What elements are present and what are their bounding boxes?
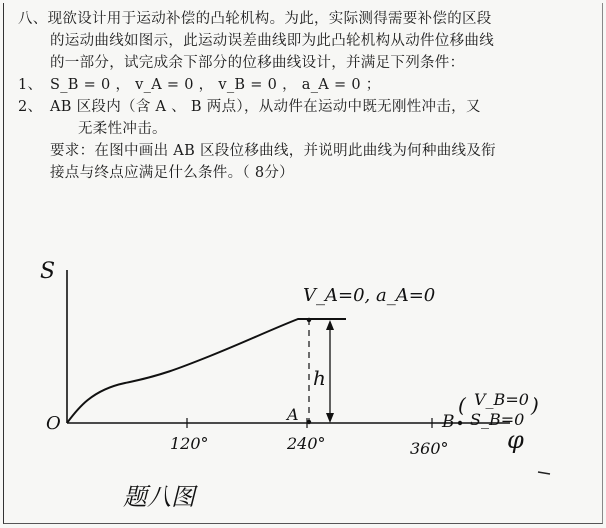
stray-mark [538, 472, 550, 474]
condition-2-text: AB 区段内（含 A 、 B 两点），从动件在运动中既无刚性冲击，又 [50, 99, 481, 115]
requirement-line-1: 要求：在图中画出 AB 区段位移曲线，并说明此曲线为何种曲线及衔 [50, 143, 496, 159]
problem-text [18, 8, 588, 184]
point-b-dot [458, 421, 462, 425]
problem-line-1 [18, 8, 588, 30]
condition-2-number: 2、 [18, 99, 43, 115]
requirement-line-2: 接点与终点应满足什么条件。（ 8分） [50, 165, 294, 181]
condition-2 [18, 96, 588, 118]
y-axis-label: S [40, 259, 56, 284]
annotation-b-line2: S_B=0 [470, 410, 525, 429]
origin-label: O [46, 413, 61, 434]
annotation-b-line1: V_B=0 [474, 390, 529, 409]
height-arrow-top-head [326, 320, 334, 330]
height-arrow-bottom-head [326, 413, 334, 423]
condition-1-number: 1、 [18, 77, 43, 93]
condition-2-continuation: 无柔性冲击。 [78, 121, 167, 137]
height-label: h [313, 366, 326, 390]
problem-line-3: 的一部分，试完成余下部分的位移曲线设计，并满足下列条件： [50, 55, 465, 71]
point-a-label: A [287, 405, 299, 424]
displacement-figure [0, 240, 606, 528]
condition-1-text: S_B = 0 ， v_A = 0 ， v_B = 0 ， a_A = 0 ； [50, 77, 381, 93]
figure-caption: 题八图 [123, 483, 195, 511]
problem-line-2: 的运动曲线如图示，此运动误差曲线即为此凸轮机构从动件位移曲线 [50, 33, 494, 49]
problem-number: 八、 [18, 11, 48, 27]
displacement-curve [67, 319, 346, 423]
x-tick-label-240: 240° [287, 434, 326, 453]
condition-1 [18, 74, 588, 96]
annotation-b-close-bracket: ) [531, 393, 539, 417]
annotation-b-open-bracket: ( [458, 393, 466, 417]
point-b-label: B [442, 412, 455, 432]
x-tick-label-360: 360° [410, 439, 449, 458]
x-tick-label-120: 120° [170, 434, 209, 453]
point-a-top-dot [307, 318, 311, 322]
x-axis-label: φ [507, 426, 524, 454]
annotation-a: V_A=0, a_A=0 [303, 285, 436, 306]
point-a-dot [307, 420, 311, 424]
problem-text-line: 现欲设计用于运动补偿的凸轮机构。为此，实际测得需要补偿的区段 [47, 11, 492, 27]
